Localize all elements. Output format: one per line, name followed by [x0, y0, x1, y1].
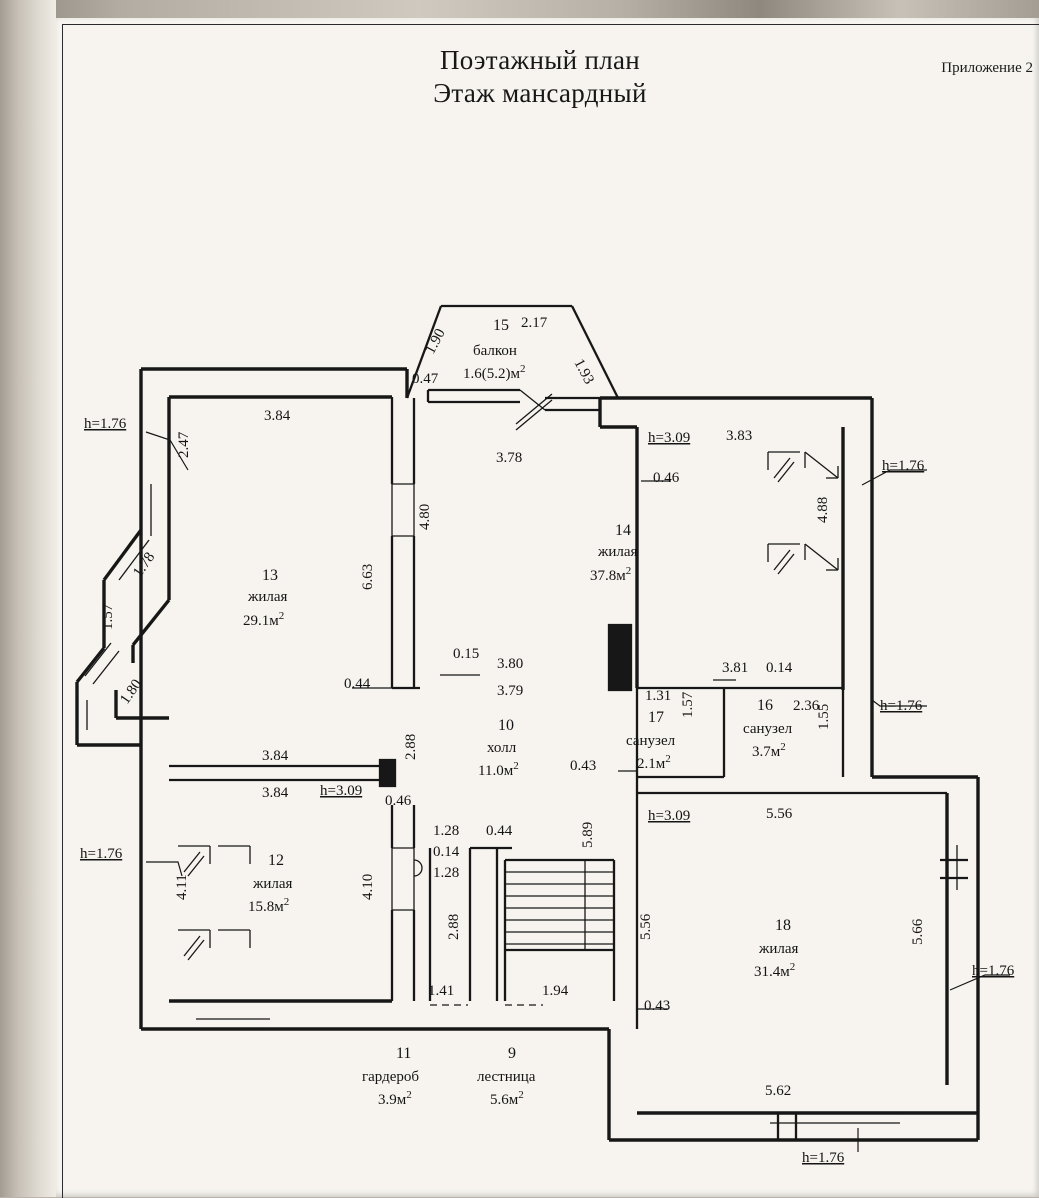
dim-5-56-b: 5.56 [638, 913, 654, 940]
room-16-name: санузел [743, 721, 793, 737]
height-note-left-top: h=1.76 [84, 416, 127, 432]
dim-3-84-a: 3.84 [262, 748, 289, 764]
dim-0-14-b: 0.14 [766, 660, 793, 676]
room-11-area: $3.9м^2$ [378, 1089, 412, 1108]
height-note-right-low: h=1.76 [972, 963, 1015, 979]
dim-0-14-a: 0.14 [433, 844, 460, 860]
window-openings [77, 484, 968, 1140]
room-10-name: холл [487, 740, 517, 756]
dimension-ticks [352, 675, 736, 1005]
height-note-left-mid: h=1.76 [80, 846, 123, 862]
dim-4-11: 4.11 [174, 874, 190, 900]
stair-treads [505, 860, 614, 950]
dim-6-63: 6.63 [360, 563, 376, 590]
dim-1-31: 1.31 [645, 688, 672, 704]
dim-4-88: 4.88 [815, 496, 831, 523]
dim-1-80: 1.80 [117, 676, 146, 708]
door-swings [392, 484, 422, 910]
room-18-name: жилая [759, 941, 799, 957]
dim-4-10: 4.10 [360, 873, 376, 900]
dim-3-84-top: 3.84 [264, 408, 291, 424]
dim-1-57: 1.57 [100, 603, 116, 630]
room-17-number: 17 [648, 709, 664, 726]
room-12-name: жилая [253, 876, 293, 892]
dim-3-81: 3.81 [722, 660, 749, 676]
room-16-number: 16 [757, 697, 773, 714]
dim-0-46: 0.46 [385, 793, 412, 809]
dim-1-94: 1.94 [542, 983, 569, 999]
dim-2-17: 2.17 [521, 315, 548, 331]
room-17-area: $2.1м^2$ [637, 753, 671, 772]
height-note-right-top: h=1.76 [882, 458, 925, 474]
dim-5-62: 5.62 [765, 1083, 792, 1099]
title-line-2: Этаж мансардный [433, 77, 647, 108]
dim-1-28-a: 1.28 [433, 823, 460, 839]
dim-3-79: 3.79 [497, 683, 524, 699]
dim-1-90: 1.90 [422, 326, 449, 357]
dim-5-89: 5.89 [580, 821, 596, 848]
dim-2-88-a: 2.88 [403, 733, 419, 760]
dim-0-43-b: 0.43 [644, 998, 671, 1014]
height-note-center-mid: h=3.09 [320, 783, 363, 799]
dim-5-56-top: 5.56 [766, 806, 793, 822]
room-14-name: жилая [598, 544, 638, 560]
room-9-area: $5.6м^2$ [490, 1089, 524, 1108]
height-note-bottom: h=1.76 [802, 1150, 845, 1166]
dim-0-43-a: 0.43 [570, 758, 597, 774]
dim-0-15: 0.15 [453, 646, 480, 662]
dim-3-78: 3.78 [496, 450, 523, 466]
room-14-area: $37.8м^2$ [590, 565, 632, 584]
room-11-number: 11 [396, 1045, 412, 1062]
room-12-area: $15.8м^2$ [248, 896, 290, 915]
dim-3-83: 3.83 [726, 428, 753, 444]
dim-1-28-b: 1.28 [433, 865, 460, 881]
room-18-area: $31.4м^2$ [754, 961, 796, 980]
room-15-number: 15 [493, 317, 509, 334]
room-18-number: 18 [775, 917, 791, 934]
room-15-area: $1.6(5.2)м^2$ [463, 363, 526, 382]
room-10-area: $11.0м^2$ [478, 760, 519, 779]
dim-5-66: 5.66 [910, 918, 926, 945]
dim-1-78: 1.78 [130, 549, 159, 581]
room-9-number: 9 [508, 1045, 516, 1062]
title-line-1: Поэтажный план [439, 45, 641, 75]
dim-1-41: 1.41 [428, 983, 455, 999]
dim-2-88-b: 2.88 [446, 913, 462, 940]
dim-0-47: 0.47 [412, 371, 439, 387]
dim-1-57-b: 1.57 [680, 691, 696, 718]
dim-4-80: 4.80 [417, 503, 433, 530]
dim-2-47: 2.47 [176, 431, 192, 458]
dim-0-46-b: 0.46 [653, 470, 680, 486]
height-note-center-top: h=3.09 [648, 430, 691, 446]
room-17-name: санузел [626, 733, 676, 749]
room-10-number: 10 [498, 717, 514, 734]
appendix-label: Приложение 2 [941, 60, 1033, 76]
room-11-name: гардероб [362, 1069, 420, 1085]
dim-0-44-b: 0.44 [486, 823, 513, 839]
room-13-number: 13 [262, 567, 278, 584]
dim-2-36: 2.36 [793, 698, 820, 714]
room-9-name: лестница [477, 1069, 536, 1085]
height-note-center-low: h=3.09 [648, 808, 691, 824]
dim-1-55: 1.55 [816, 703, 832, 730]
room-13-name: жилая [248, 589, 288, 605]
room-15-name: балкон [473, 343, 517, 359]
room-13-area: $29.1м^2$ [243, 610, 285, 629]
room-16-area: $3.7м^2$ [752, 741, 786, 760]
room-12-number: 12 [268, 852, 284, 869]
dim-3-80: 3.80 [497, 656, 524, 672]
dim-0-44: 0.44 [344, 676, 371, 692]
height-note-right-mid: h=1.76 [880, 698, 923, 714]
dim-3-84-b: 3.84 [262, 785, 289, 801]
room-14-number: 14 [615, 522, 631, 539]
dim-1-93: 1.93 [570, 356, 597, 388]
